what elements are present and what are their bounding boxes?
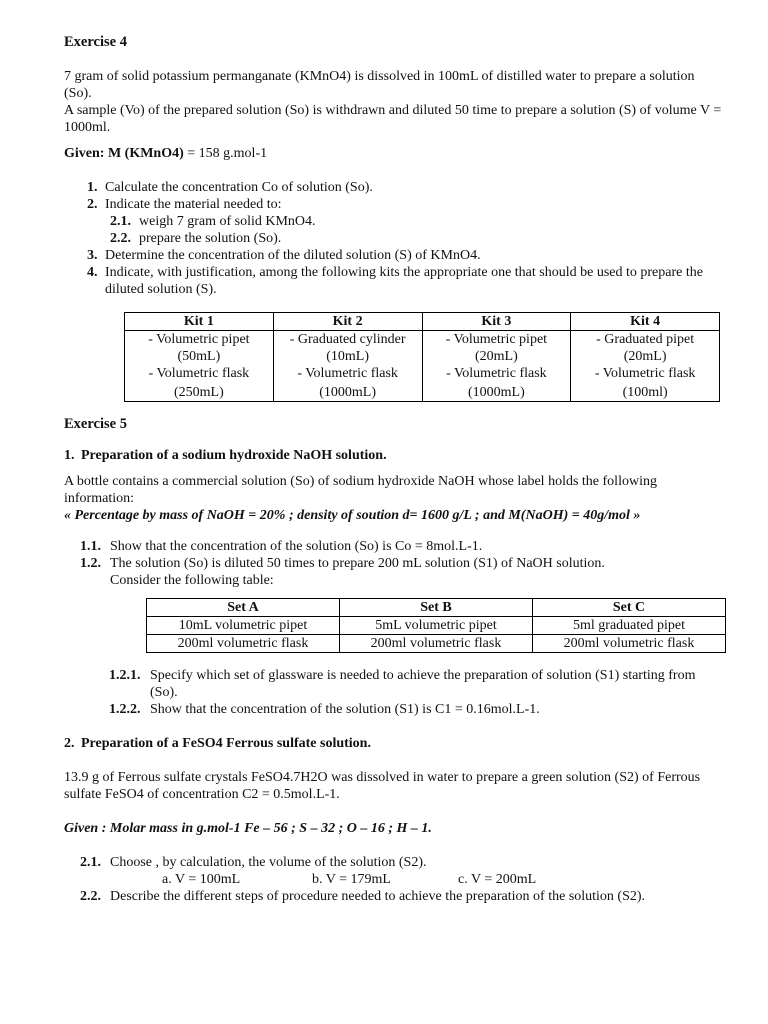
set-cell: 200ml volumetric flask	[340, 635, 533, 653]
kit-cell: - Graduated cylinder (10mL) - Volumetric flask (1000mL)	[273, 331, 422, 402]
volume-options	[64, 871, 724, 888]
exercise-5-title: Exercise 5	[64, 416, 127, 432]
ex4-question-2-2: 2.2. prepare the solution (So).	[110, 231, 282, 246]
set-cell: 10mL volumetric pipet	[147, 617, 340, 635]
ex5-question-1-2-2: 1.2.2. Show that the concentration of the solution (S1) is C1 = 0.16mol.L-1.	[109, 702, 540, 717]
kits-table	[124, 312, 720, 402]
kit-cell: - Volumetric pipet (20mL) - Volumetric flask (1000mL)	[422, 331, 571, 402]
option-c: c. V = 200mL	[458, 872, 537, 887]
ex5-section-2-intro: 13.9 g of Ferrous sulfate crystals FeSO4.7H2O was dissolved in water to prepare a green solution (S2) of Ferrous sulfate FeSO4 of concentration C2 = 0.5mol.L-1.	[64, 770, 701, 802]
option-b: b. V = 179mL	[312, 872, 391, 887]
kit-header: Kit 4	[571, 313, 720, 331]
document-page	[64, 34, 724, 905]
ex5-question-2-2: 2.2. Describe the different steps of procedure needed to achieve the preparation of the solution (S2).	[80, 889, 646, 904]
kit-cell: - Graduated pipet (20mL) - Volumetric flask (100ml)	[571, 331, 720, 402]
ex4-intro-1: 7 gram of solid potassium permanganate (KMnO4) is dissolved in 100mL of distilled water to prepare a solution (So).	[64, 69, 695, 101]
option-a: a. V = 100mL	[162, 872, 241, 887]
ex5-question-1-2-note: Consider the following table:	[110, 573, 274, 588]
set-header: Set A	[147, 599, 340, 617]
ex4-question-2: 2. Indicate the material needed to:	[87, 197, 282, 212]
kit-header: Kit 3	[422, 313, 571, 331]
ex4-question-3: 3. Determine the concentration of the diluted solution (S) of KMnO4.	[87, 248, 481, 263]
ex4-question-1: 1. Calculate the concentration Co of solution (So).	[87, 180, 373, 195]
given-label: Given: M (KMnO4)	[64, 146, 184, 161]
kit-cell: - Volumetric pipet (50mL) - Volumetric flask (250mL)	[125, 331, 274, 402]
ex5-label-info: « Percentage by mass of NaOH = 20% ; density of soution d= 1600 g/L ; and M(NaOH) = 40g/mol »	[64, 508, 641, 523]
ex5-section-1-title: 1. Preparation of a sodium hydroxide NaOH solution.	[64, 448, 387, 463]
ex5-question-1-2: 1.2. The solution (So) is diluted 50 times to prepare 200 mL solution (S1) of NaOH solution.	[80, 556, 605, 571]
given-value: = 158 g.mol-1	[183, 146, 268, 161]
set-header: Set B	[340, 599, 533, 617]
exercise-4-title: Exercise 4	[64, 34, 127, 50]
set-cell: 200ml volumetric flask	[147, 635, 340, 653]
kit-header: Kit 2	[273, 313, 422, 331]
ex5-question-1-2-1: 1.2.1. Specify which set of glassware is needed to achieve the preparation of solution (S1) starting from (So).	[109, 668, 696, 700]
ex5-question-1-1: 1.1. Show that the concentration of the solution (So) is Co = 8mol.L-1.	[80, 539, 483, 554]
set-cell: 5ml graduated pipet	[533, 617, 726, 635]
ex5-molar-mass-given: Given : Molar mass in g.mol-1 Fe – 56 ; S – 32 ; O – 16 ; H – 1.	[64, 821, 432, 836]
ex4-question-2-1: 2.1. weigh 7 gram of solid KMnO4.	[110, 214, 316, 229]
ex5-section-2-title: 2. Preparation of a FeSO4 Ferrous sulfate solution.	[64, 736, 371, 751]
ex5-question-2-1: 2.1. Choose , by calculation, the volume of the solution (S2).	[80, 855, 427, 870]
ex4-question-4: 4. Indicate, with justification, among the following kits the appropriate one that should be used to prepare the diluted solution (S).	[87, 265, 703, 297]
ex5-section-1-intro: A bottle contains a commercial solution (So) of sodium hydroxide NaOH whose label holds the following information:	[64, 474, 657, 506]
set-cell: 200ml volumetric flask	[533, 635, 726, 653]
set-header: Set C	[533, 599, 726, 617]
sets-table	[146, 598, 726, 653]
ex4-intro-2: A sample (Vo) of the prepared solution (So) is withdrawn and diluted 50 time to prepare a solution (S) of volume V = 1000ml.	[64, 103, 722, 135]
set-cell: 5mL volumetric pipet	[340, 617, 533, 635]
kit-header: Kit 1	[125, 313, 274, 331]
ex4-given	[64, 145, 724, 162]
